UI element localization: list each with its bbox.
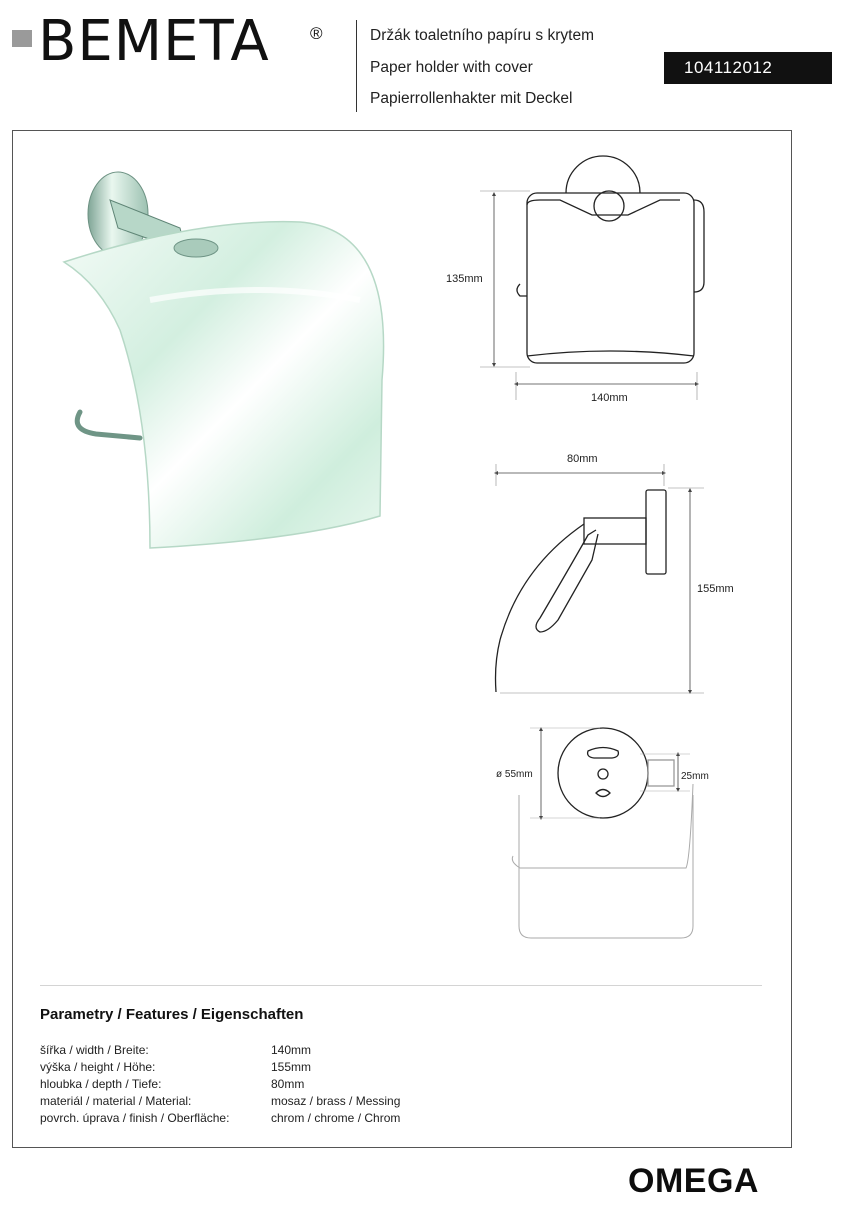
features-heading: Parametry / Features / Eigenschaften: [40, 1006, 304, 1023]
feature-label-width: šířka / width / Breite:: [40, 1043, 149, 1057]
feature-value-material: mosaz / brass / Messing: [271, 1094, 401, 1108]
title-english: Paper holder with cover: [370, 59, 533, 76]
title-czech: Držák toaletního papíru s krytem: [370, 27, 594, 44]
mount-detail-drawing: [558, 728, 674, 818]
product-code: 104112012: [664, 52, 832, 84]
brand-logo: BEMETA: [38, 9, 270, 74]
mount-detail-outline: [512, 784, 693, 938]
series-name: OMEGA: [628, 1162, 759, 1200]
dim-offset: 25mm: [681, 771, 709, 782]
feature-value-finish: chrom / chrome / Chrom: [271, 1111, 401, 1125]
feature-label-finish: povrch. úprava / finish / Oberfläche:: [40, 1111, 230, 1125]
side-view-drawing: [496, 490, 667, 692]
front-view-drawing: [517, 156, 704, 363]
feature-label-material: materiál / material / Material:: [40, 1094, 192, 1108]
feature-value-height: 155mm: [271, 1060, 312, 1074]
feature-value-depth: 80mm: [271, 1077, 305, 1091]
feature-label-height: výška / height / Höhe:: [40, 1060, 156, 1074]
dim-flange-diameter: ø 55mm: [496, 769, 533, 780]
title-german: Papierrollenhakter mit Deckel: [370, 90, 573, 107]
features-divider: [40, 985, 762, 986]
registered-mark: ®: [310, 24, 323, 43]
feature-value-width: 140mm: [271, 1043, 312, 1057]
dim-front-width: 140mm: [591, 392, 628, 404]
feature-label-depth: hloubka / depth / Tiefe:: [40, 1077, 162, 1091]
product-photo: [64, 172, 384, 548]
dim-side-height: 155mm: [697, 583, 734, 595]
dim-side-depth: 80mm: [567, 453, 598, 465]
dim-front-height: 135mm: [446, 273, 483, 285]
